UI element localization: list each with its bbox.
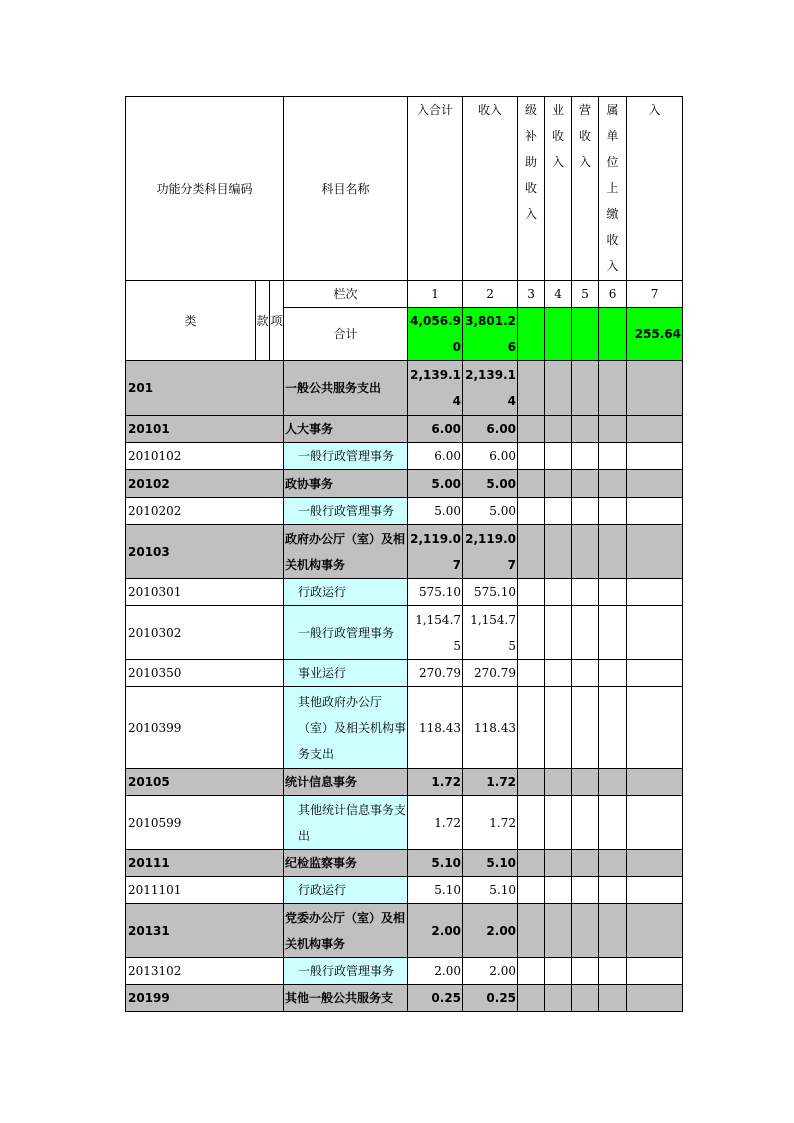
header-kuan: 款	[256, 281, 270, 361]
header-char: 入	[606, 259, 619, 273]
row-empty-cell	[572, 904, 599, 958]
row-empty-cell	[599, 796, 627, 850]
row-empty-cell	[572, 470, 599, 498]
row-empty-cell	[572, 660, 599, 687]
table-row	[126, 958, 683, 985]
row-empty-cell	[599, 904, 627, 958]
row-empty-cell	[599, 958, 627, 985]
header-char: 缴	[606, 207, 619, 221]
row-code: 2010302	[126, 606, 284, 660]
row-code: 2010301	[126, 579, 284, 606]
row-empty-cell	[545, 877, 572, 904]
table-row	[126, 769, 683, 796]
row-empty-cell	[572, 498, 599, 525]
row-v2: 1.72	[463, 796, 518, 850]
row-v1: 2.00	[408, 904, 463, 958]
header-col6	[599, 97, 627, 281]
row-v1: 118.43	[408, 687, 463, 769]
table-row	[126, 850, 683, 877]
row-empty-cell	[627, 877, 683, 904]
header-col7: 入	[627, 97, 683, 281]
total-value-7: 255.64	[627, 308, 683, 361]
row-empty-cell	[545, 361, 572, 416]
row-empty-cell	[627, 498, 683, 525]
total-value-6	[599, 308, 627, 361]
row-name: 其他一般公共服务支	[284, 985, 408, 1012]
row-name: 行政运行	[284, 579, 408, 606]
header-char: 补	[525, 129, 538, 143]
row-empty-cell	[545, 985, 572, 1012]
row-empty-cell	[518, 877, 545, 904]
row-name: 纪检监察事务	[284, 850, 408, 877]
row-code: 20111	[126, 850, 284, 877]
row-empty-cell	[545, 525, 572, 579]
row-empty-cell	[545, 687, 572, 769]
row-empty-cell	[599, 850, 627, 877]
row-empty-cell	[572, 525, 599, 579]
row-empty-cell	[518, 470, 545, 498]
row-v1: 270.79	[408, 660, 463, 687]
row-empty-cell	[545, 660, 572, 687]
row-empty-cell	[572, 958, 599, 985]
row-v1: 5.00	[408, 498, 463, 525]
lanci-1: 1	[408, 281, 463, 308]
row-empty-cell	[545, 579, 572, 606]
row-empty-cell	[572, 416, 599, 443]
header-xiang: 项	[270, 281, 284, 361]
row-empty-cell	[518, 904, 545, 958]
row-v1: 575.10	[408, 579, 463, 606]
row-v1: 2,119.07	[408, 525, 463, 579]
row-name: 政府办公厅（室）及相关机构事务	[284, 525, 408, 579]
table-row	[126, 606, 683, 660]
row-code: 20103	[126, 525, 284, 579]
row-v2: 575.10	[463, 579, 518, 606]
total-value-3	[518, 308, 545, 361]
row-empty-cell	[518, 687, 545, 769]
row-empty-cell	[572, 606, 599, 660]
row-empty-cell	[518, 660, 545, 687]
row-v2: 2,119.07	[463, 525, 518, 579]
header-col1: 入合计	[408, 97, 463, 281]
row-empty-cell	[599, 687, 627, 769]
header-col5	[572, 97, 599, 281]
table-row	[126, 361, 683, 416]
row-empty-cell	[572, 361, 599, 416]
table-row	[126, 443, 683, 470]
row-name: 政协事务	[284, 470, 408, 498]
row-code: 2010599	[126, 796, 284, 850]
row-v2: 6.00	[463, 443, 518, 470]
lanci-6: 6	[599, 281, 627, 308]
row-empty-cell	[599, 660, 627, 687]
row-code: 2010202	[126, 498, 284, 525]
row-empty-cell	[599, 877, 627, 904]
row-empty-cell	[627, 904, 683, 958]
row-empty-cell	[518, 361, 545, 416]
lanci-5: 5	[572, 281, 599, 308]
table-row	[126, 687, 683, 769]
row-empty-cell	[627, 850, 683, 877]
row-v2: 1,154.75	[463, 606, 518, 660]
row-code: 2013102	[126, 958, 284, 985]
row-v2: 6.00	[463, 416, 518, 443]
row-empty-cell	[518, 443, 545, 470]
row-empty-cell	[599, 361, 627, 416]
total-value-5	[572, 308, 599, 361]
row-empty-cell	[627, 443, 683, 470]
row-empty-cell	[572, 443, 599, 470]
row-name: 行政运行	[284, 877, 408, 904]
row-name: 其他统计信息事务支出	[284, 796, 408, 850]
row-v2: 5.10	[463, 850, 518, 877]
header-char: 入	[579, 155, 592, 169]
row-empty-cell	[518, 579, 545, 606]
row-empty-cell	[572, 579, 599, 606]
row-name: 党委办公厅（室）及相关机构事务	[284, 904, 408, 958]
row-v1: 5.10	[408, 850, 463, 877]
table-row	[126, 985, 683, 1012]
row-empty-cell	[627, 361, 683, 416]
row-code: 2010399	[126, 687, 284, 769]
row-empty-cell	[627, 985, 683, 1012]
header-char: 级	[525, 103, 538, 117]
row-v1: 5.00	[408, 470, 463, 498]
header-char: 收	[552, 129, 565, 143]
row-empty-cell	[518, 416, 545, 443]
row-v1: 2,139.14	[408, 361, 463, 416]
row-v1: 6.00	[408, 416, 463, 443]
row-code: 201	[126, 361, 284, 416]
row-v2: 2,139.14	[463, 361, 518, 416]
row-v2: 118.43	[463, 687, 518, 769]
row-v1: 5.10	[408, 877, 463, 904]
header-col4	[545, 97, 572, 281]
row-empty-cell	[599, 470, 627, 498]
total-value-4	[545, 308, 572, 361]
row-v1: 2.00	[408, 958, 463, 985]
row-empty-cell	[572, 769, 599, 796]
row-code: 20199	[126, 985, 284, 1012]
row-empty-cell	[518, 498, 545, 525]
row-empty-cell	[627, 606, 683, 660]
row-code: 2010350	[126, 660, 284, 687]
row-name: 其他政府办公厅（室）及相关机构事务支出	[284, 687, 408, 769]
row-code: 20101	[126, 416, 284, 443]
header-col5-text	[573, 97, 597, 175]
table-row	[126, 877, 683, 904]
row-empty-cell	[545, 416, 572, 443]
row-code: 2011101	[126, 877, 284, 904]
row-empty-cell	[627, 579, 683, 606]
row-name: 一般行政管理事务	[284, 443, 408, 470]
row-name: 统计信息事务	[284, 769, 408, 796]
header-col6-text	[600, 97, 625, 279]
row-empty-cell	[518, 796, 545, 850]
header-char: 位	[606, 155, 619, 169]
row-empty-cell	[627, 525, 683, 579]
row-empty-cell	[599, 416, 627, 443]
row-empty-cell	[545, 958, 572, 985]
header-char: 单	[606, 129, 619, 143]
row-empty-cell	[599, 443, 627, 470]
table-row	[126, 498, 683, 525]
row-empty-cell	[572, 687, 599, 769]
row-empty-cell	[545, 904, 572, 958]
row-v1: 1.72	[408, 769, 463, 796]
header-char: 入	[552, 155, 565, 169]
row-empty-cell	[627, 769, 683, 796]
row-name: 一般公共服务支出	[284, 361, 408, 416]
row-name: 事业运行	[284, 660, 408, 687]
row-v1: 6.00	[408, 443, 463, 470]
row-v2: 5.00	[463, 498, 518, 525]
row-empty-cell	[599, 985, 627, 1012]
row-v2: 0.25	[463, 985, 518, 1012]
table-row	[126, 470, 683, 498]
header-char: 营	[579, 103, 592, 117]
row-name: 人大事务	[284, 416, 408, 443]
row-v2: 2.00	[463, 958, 518, 985]
lanci-4: 4	[545, 281, 572, 308]
row-empty-cell	[627, 687, 683, 769]
total-value-2: 3,801.26	[463, 308, 518, 361]
row-empty-cell	[545, 443, 572, 470]
lanci-2: 2	[463, 281, 518, 308]
row-empty-cell	[518, 850, 545, 877]
row-v2: 2.00	[463, 904, 518, 958]
table-row	[126, 796, 683, 850]
lanci-row	[126, 281, 683, 308]
row-empty-cell	[627, 796, 683, 850]
lanci-7: 7	[627, 281, 683, 308]
row-v2: 270.79	[463, 660, 518, 687]
total-label: 合计	[284, 308, 408, 361]
header-col4-text	[546, 97, 570, 175]
header-lanci: 栏次	[284, 281, 408, 308]
row-empty-cell	[545, 796, 572, 850]
row-empty-cell	[627, 470, 683, 498]
header-col3-text	[519, 97, 543, 227]
row-empty-cell	[545, 850, 572, 877]
table-row	[126, 416, 683, 443]
row-empty-cell	[518, 985, 545, 1012]
header-row	[126, 97, 683, 281]
row-empty-cell	[572, 985, 599, 1012]
header-col3	[518, 97, 545, 281]
header-char: 收	[525, 181, 538, 195]
row-empty-cell	[545, 498, 572, 525]
row-name: 一般行政管理事务	[284, 498, 408, 525]
header-func-code: 功能分类科目编码	[126, 97, 284, 281]
row-v1: 1.72	[408, 796, 463, 850]
row-empty-cell	[518, 525, 545, 579]
row-v1: 0.25	[408, 985, 463, 1012]
header-char: 上	[606, 181, 619, 195]
data-rows	[126, 361, 683, 1012]
header-char: 助	[525, 155, 538, 169]
row-empty-cell	[599, 769, 627, 796]
row-empty-cell	[518, 958, 545, 985]
header-char: 收	[579, 129, 592, 143]
row-v2: 1.72	[463, 769, 518, 796]
row-empty-cell	[545, 606, 572, 660]
row-empty-cell	[627, 660, 683, 687]
row-empty-cell	[599, 606, 627, 660]
row-empty-cell	[545, 470, 572, 498]
header-subject-name: 科目名称	[284, 97, 408, 281]
table-row	[126, 579, 683, 606]
row-empty-cell	[572, 877, 599, 904]
header-col2: 收入	[463, 97, 518, 281]
row-code: 20102	[126, 470, 284, 498]
header-char: 业	[552, 103, 565, 117]
row-empty-cell	[599, 525, 627, 579]
row-empty-cell	[572, 796, 599, 850]
row-empty-cell	[599, 498, 627, 525]
header-char: 属	[606, 103, 619, 117]
row-empty-cell	[572, 850, 599, 877]
row-empty-cell	[518, 769, 545, 796]
row-name: 一般行政管理事务	[284, 606, 408, 660]
header-lei: 类	[126, 281, 256, 361]
header-char: 收	[606, 233, 619, 247]
row-v1: 1,154.75	[408, 606, 463, 660]
table-row	[126, 525, 683, 579]
row-name: 一般行政管理事务	[284, 958, 408, 985]
row-empty-cell	[545, 769, 572, 796]
budget-table	[125, 96, 683, 1012]
header-char: 入	[525, 207, 538, 221]
row-v2: 5.00	[463, 470, 518, 498]
table-row	[126, 904, 683, 958]
table-row	[126, 660, 683, 687]
row-code: 20131	[126, 904, 284, 958]
row-empty-cell	[518, 606, 545, 660]
row-empty-cell	[599, 579, 627, 606]
row-code: 20105	[126, 769, 284, 796]
row-v2: 5.10	[463, 877, 518, 904]
row-code: 2010102	[126, 443, 284, 470]
row-empty-cell	[627, 958, 683, 985]
lanci-3: 3	[518, 281, 545, 308]
row-empty-cell	[627, 416, 683, 443]
total-value-1: 4,056.90	[408, 308, 463, 361]
